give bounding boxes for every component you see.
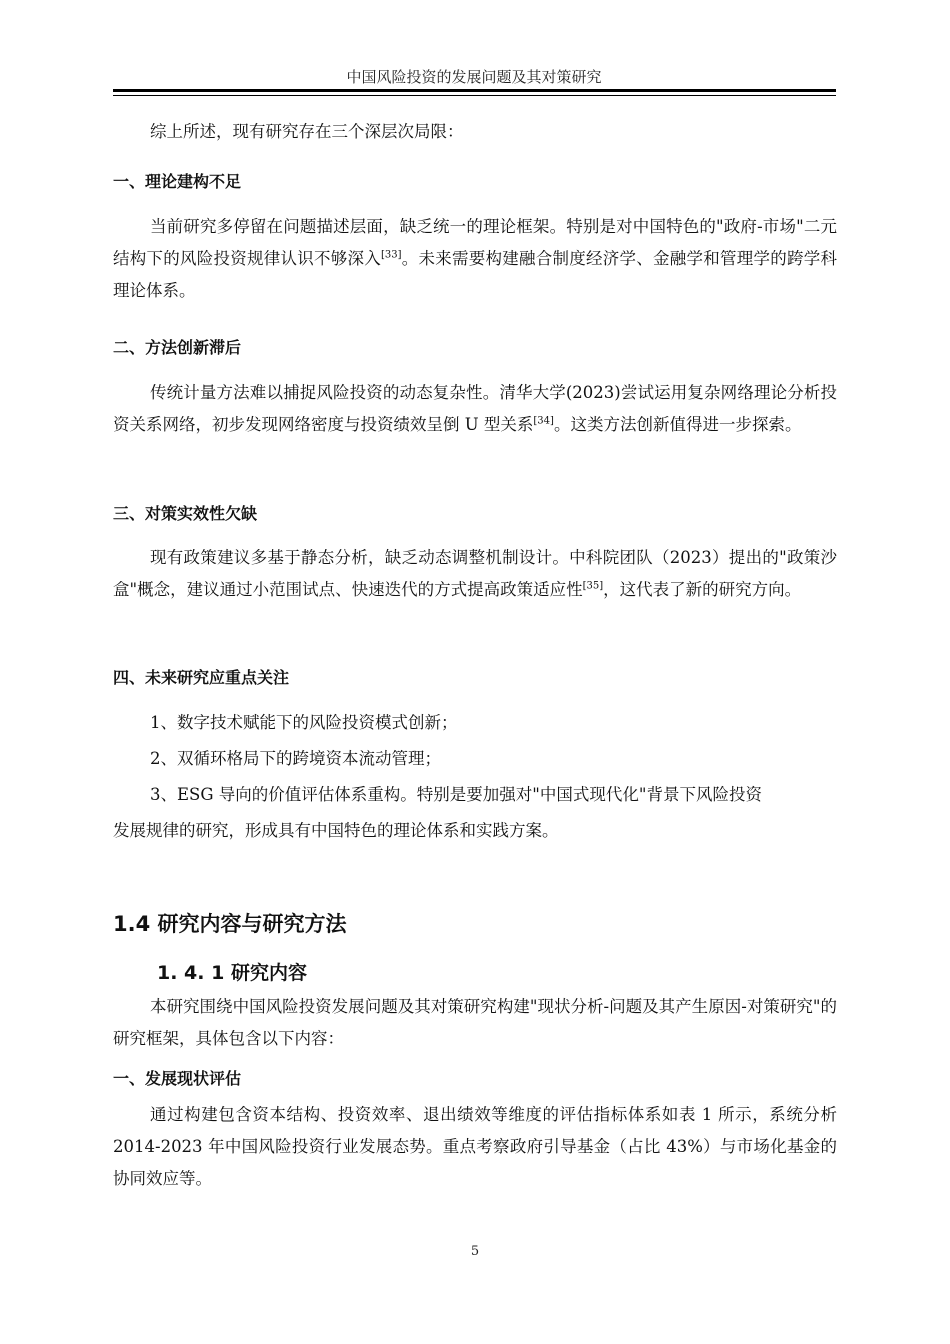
section-heading-status: 一、发展现状评估 [113,1069,242,1088]
citation-34[interactable]: [34] [533,415,554,427]
header-rule-thin [113,95,836,96]
paragraph-theory: 当前研究多停留在问题描述层面，缺乏统一的理论框架。特别是对中国特色的"政府-市场"二元结构下的风险投资规律认识不够深入[33]。未来需要构建融合制度经济学、金融学和管理学的跨学科理论体系。 [113,217,838,300]
paragraph-status: 通过构建包含资本结构、投资效率、退出绩效等维度的评估指标体系如表 1 所示，系统分析 2014-2023 年中国风险投资行业发展态势。重点考察政府引导基金（占比 43%）与市场化基金的协同效应等。 [113,1105,837,1188]
page-number: 5 [470,1244,480,1259]
citation-35[interactable]: [35] [582,580,604,592]
header-rule-thick [113,89,836,92]
paragraph-policy: 现有政策建议多基于静态分析，缺乏动态调整机制设计。中科院团队（2023）提出的"政策沙盒"概念，建议通过小范围试点、快速迭代的方式提高政策适应性[35]，这代表了新的研究方向。 [113,548,837,599]
section-heading-policy: 三、对策实效性欠缺 [113,504,258,523]
paragraph-research-framework: 本研究围绕中国风险投资发展问题及其对策研究构建"现状分析-问题及其产生原因-对策研究"的研究框架，具体包含以下内容： [113,997,837,1048]
list-item-2: 2、双循环格局下的跨境资本流动管理； [150,749,441,768]
section-heading-theory: 一、理论建构不足 [113,172,242,191]
list-item-3: 3、ESG 导向的价值评估体系重构。特别是要加强对"中国式现代化"背景下风险投资 [150,785,762,804]
section-title-1-4-1: 1. 4. 1 研究内容 [157,962,307,984]
section-title-1-4: 1.4 研究内容与研究方法 [113,912,347,936]
running-header: 中国风险投资的发展问题及其对策研究 [346,68,602,86]
citation-33[interactable]: [33] [381,249,402,261]
section-heading-method: 二、方法创新滞后 [113,338,242,357]
paragraph-method: 传统计量方法难以捕捉风险投资的动态复杂性。清华大学(2023)尝试运用复杂网络理论分析投资关系网络，初步发现网络密度与投资绩效呈倒 U 型关系[34]。这类方法创新值得进一步探索。 [113,383,837,434]
list-item-3-continuation: 发展规律的研究，形成具有中国特色的理论体系和实践方案。 [113,821,559,840]
section-heading-future: 四、未来研究应重点关注 [113,668,290,687]
list-item-1: 1、数字技术赋能下的风险投资模式创新； [150,713,458,732]
intro-paragraph: 综上所述，现有研究存在三个深层次局限： [150,122,464,141]
